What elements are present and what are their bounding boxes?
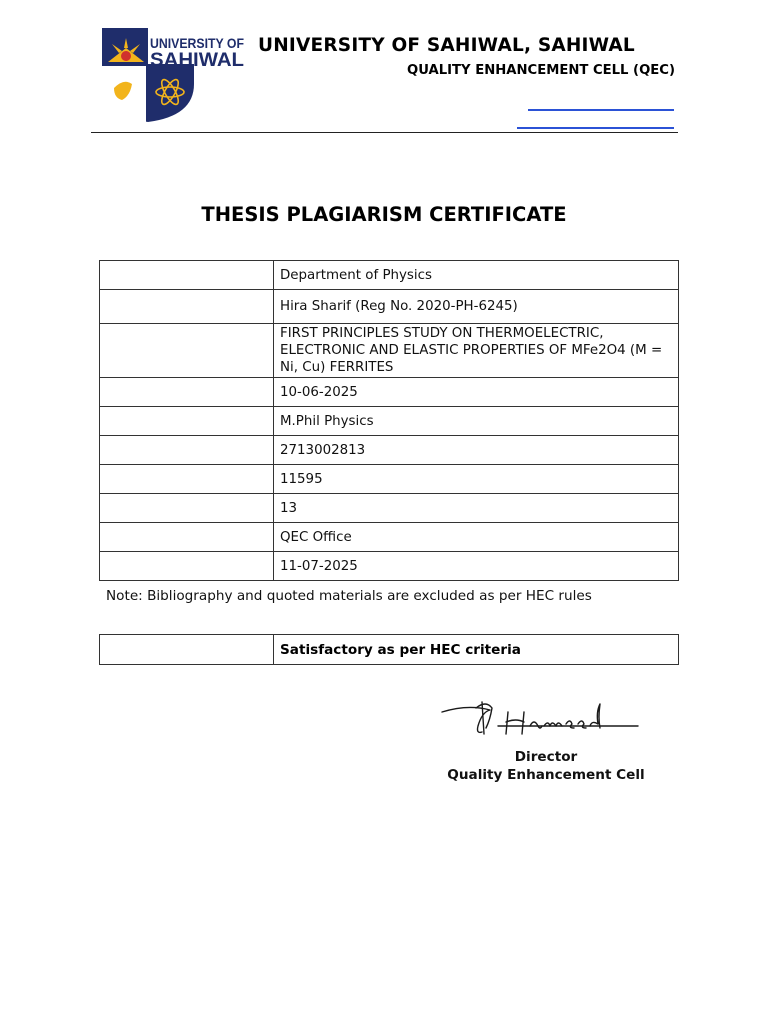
director-signature — [438, 682, 643, 748]
table-row — [100, 378, 679, 407]
row-value: FIRST PRINCIPLES STUDY ON THERMOELECTRIC, ELECTRONIC AND ELASTIC PROPERTIES OF MFe2O4 (M = Ni, Cu) FERRITES — [274, 324, 679, 378]
table-row — [100, 261, 679, 290]
result-value: Satisfactory as per HEC criteria — [274, 635, 679, 665]
exclusion-note: Note: Bibliography and quoted materials are excluded as per HEC rules — [106, 588, 592, 604]
signatory-office: Quality Enhancement Cell — [447, 767, 645, 783]
table-row — [100, 436, 679, 465]
table-row — [100, 494, 679, 523]
row-value: 11595 — [274, 465, 679, 494]
row-label — [100, 407, 274, 436]
table-row — [100, 635, 679, 665]
row-label — [100, 261, 274, 290]
row-value: 11-07-2025 — [274, 552, 679, 581]
table-row — [100, 465, 679, 494]
row-label — [100, 378, 274, 407]
result-label — [100, 635, 274, 665]
row-label — [100, 290, 274, 324]
row-label — [100, 324, 274, 378]
row-value: 10-06-2025 — [274, 378, 679, 407]
table-row — [100, 407, 679, 436]
table-row — [100, 324, 679, 378]
table-row — [100, 290, 679, 324]
logo-text-line2: SAHIWAL — [150, 50, 245, 71]
signature-name: Hameed — [438, 682, 443, 683]
row-value: Hira Sharif (Reg No. 2020-PH-6245) — [274, 290, 679, 324]
row-value: QEC Office — [274, 523, 679, 552]
header-blue-line — [528, 109, 674, 111]
header-divider — [91, 132, 678, 133]
table-row — [100, 552, 679, 581]
result-table — [99, 634, 679, 665]
row-value: Department of Physics — [274, 261, 679, 290]
logo-text-line1: UNIVERSITY OF — [150, 35, 245, 51]
certificate-title: THESIS PLAGIARISM CERTIFICATE — [201, 203, 567, 226]
row-value: 2713002813 — [274, 436, 679, 465]
cell-name: QUALITY ENHANCEMENT CELL (QEC) — [407, 63, 675, 78]
certificate-details-table — [99, 260, 679, 581]
row-label — [100, 523, 274, 552]
table-row — [100, 523, 679, 552]
university-logo — [96, 26, 248, 122]
row-label — [100, 494, 274, 523]
signatory-designation: Director — [514, 749, 578, 765]
header-blue-line — [517, 127, 674, 129]
row-label — [100, 465, 274, 494]
university-name: UNIVERSITY OF SAHIWAL, SAHIWAL — [258, 35, 635, 56]
row-label — [100, 552, 274, 581]
row-value: 13 — [274, 494, 679, 523]
row-value: M.Phil Physics — [274, 407, 679, 436]
row-label — [100, 436, 274, 465]
